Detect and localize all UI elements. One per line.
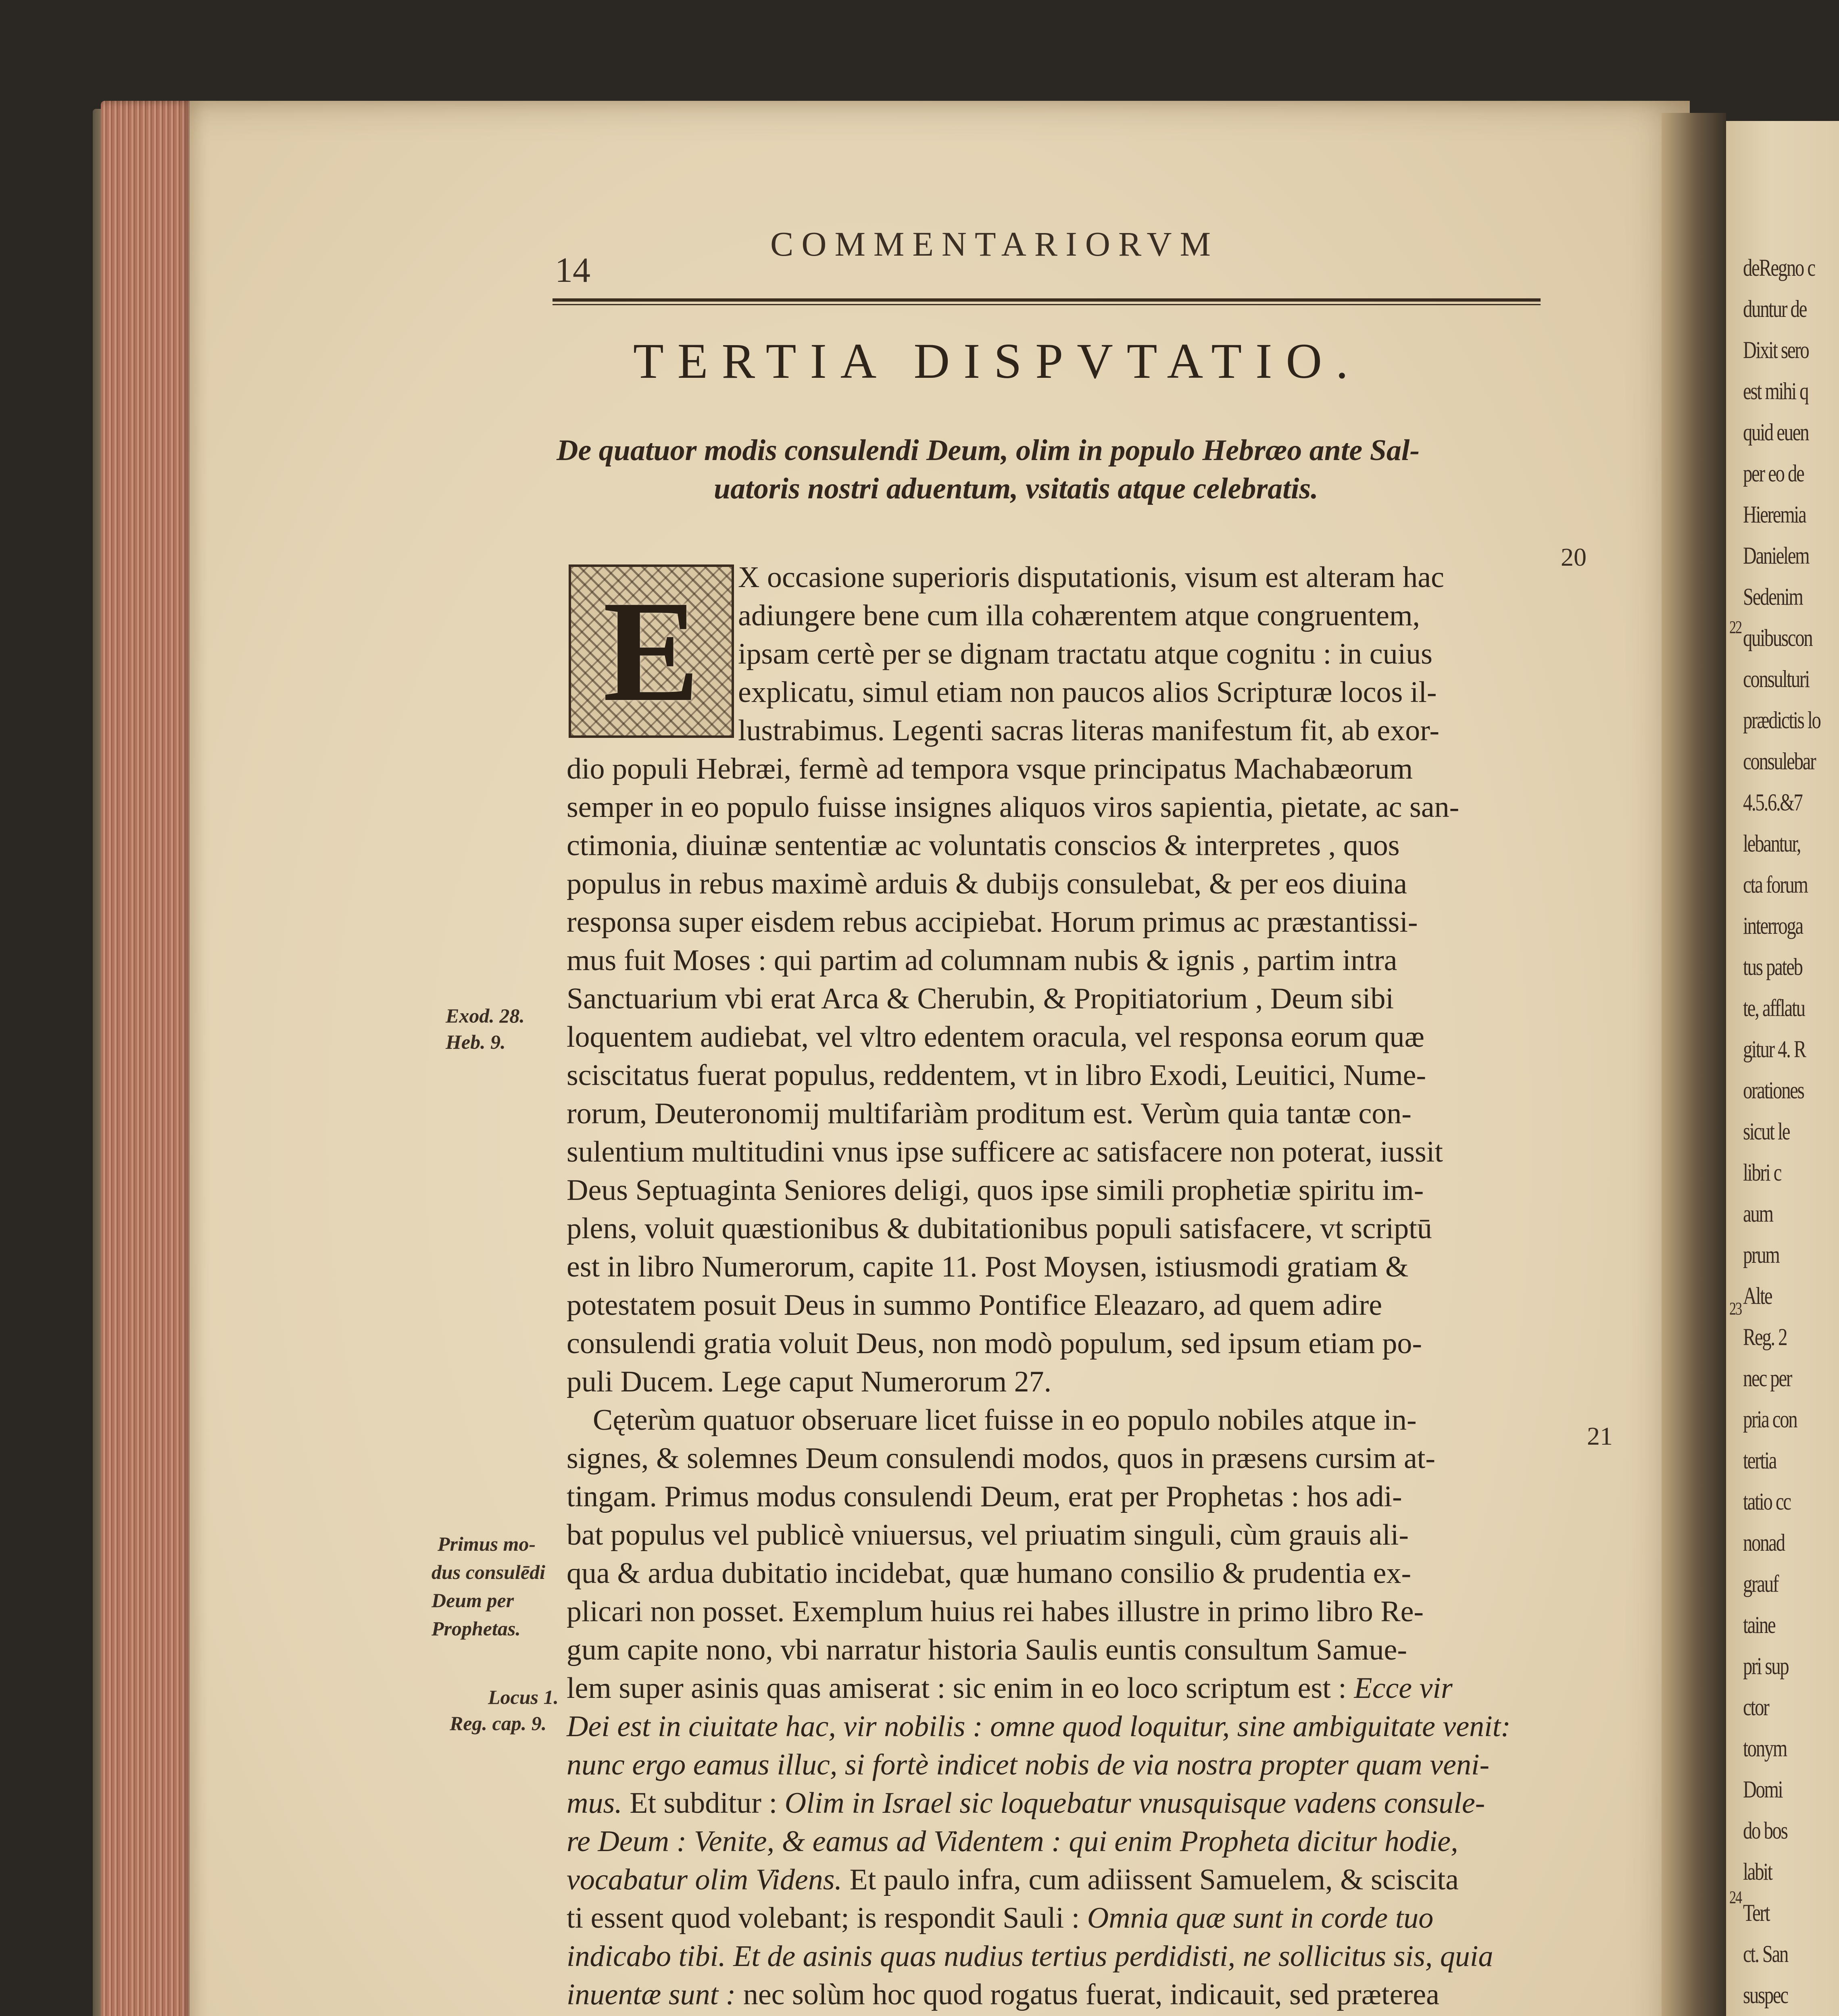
right-page-text-fragment: cta forum: [1743, 871, 1808, 898]
right-page-text-fragment: suspec: [1743, 1982, 1788, 2008]
body-line: [567, 1788, 1485, 1818]
book-gutter: [1662, 113, 1726, 2016]
body-line: sciscitatus fuerat populus, reddentem, vt in libro Exodi, Leuitici, Nume-: [567, 1059, 1426, 1092]
body-line: est in libro Numerorum, capite 11. Post Moysen, istiusmodi gratiam &: [567, 1250, 1409, 1283]
body-italic: Olim in Israel sic loquebatur vnusquisque vadens consule-: [784, 1787, 1485, 1820]
right-page-text-fragment: libri c: [1743, 1159, 1781, 1186]
body-line: sulentium multitudini vnus ipse sufficere ac satisfacere non poterat, iussit: [567, 1135, 1443, 1168]
right-page-text-fragment: prum: [1743, 1241, 1779, 1268]
body-line: Cęterùm quatuor obseruare licet fuisse in eo populo nobiles atque in-: [593, 1404, 1417, 1437]
body-line: qua & ardua dubitatio incidebat, quæ humano consilio & prudentia ex-: [567, 1557, 1412, 1590]
body-line: loquentem audiebat, vel vltro edentem oracula, vel responsa eorum quæ: [567, 1020, 1424, 1054]
right-page-text-fragment: tus pateb: [1743, 954, 1802, 980]
right-page-text-fragment: lebantur,: [1743, 830, 1801, 857]
body-italic: Ecce vir: [1354, 1672, 1453, 1705]
right-page-text-fragment: ctor: [1743, 1694, 1769, 1720]
margin-note: Exod. 28.: [446, 1004, 525, 1027]
right-page-text-fragment: Tert: [1743, 1899, 1770, 1926]
right-page-text-fragment: nonad: [1743, 1529, 1785, 1556]
margin-note: Prophetas.: [432, 1617, 521, 1640]
body-line: [567, 1673, 1453, 1703]
margin-note: Locus 1.: [488, 1686, 559, 1708]
right-page-text-fragment: prædictis lo: [1743, 707, 1820, 733]
right-page-text-fragment: consulturi: [1743, 666, 1809, 692]
right-page-text-fragment: labit: [1743, 1858, 1772, 1885]
margin-number: 20: [1561, 543, 1587, 571]
body-line: Deus Septuaginta Seniores deligi, quos ipse simili prophetiæ spiritu im-: [567, 1174, 1424, 1207]
right-page-text-fragment: orationes: [1743, 1077, 1804, 1104]
body-line: semper in eo populo fuisse insignes aliquos viros sapientia, pietate, ac san-: [567, 791, 1460, 824]
right-page-text-fragment: Sedenim: [1743, 583, 1803, 610]
body-line: Sanctuarium vbi erat Arca & Cherubin, & Propitiatorium , Deum sibi: [567, 982, 1394, 1015]
right-page-text-fragment: gitur 4. R: [1743, 1036, 1806, 1062]
right-page-text-fragment: te, afflatu: [1743, 995, 1805, 1021]
right-page-text-fragment: Dixit sero: [1743, 337, 1809, 363]
body-line: mus fuit Moses : qui partim ad columnam nubis & ignis , partim intra: [567, 944, 1397, 977]
body-line: explicatu, simul etiam non paucos alios Scripturæ locos il-: [738, 676, 1437, 709]
body-line: responsa super eisdem rebus accipiebat. Horum primus ac præstantissi-: [567, 906, 1418, 939]
margin-note: Heb. 9.: [446, 1031, 506, 1053]
body-line: plens, voluit quæstionibus & dubitationibus populi satisfacere, vt scriptū: [567, 1212, 1432, 1245]
right-page-text-fragment: 4.5.6.&7: [1743, 789, 1802, 816]
body-line: signes, & solemnes Deum consulendi modos, quos in præsens cursim at-: [567, 1442, 1436, 1475]
body-line: [567, 1980, 1439, 2010]
body-line: X occasione superioris disputationis, visum est alteram hac: [738, 561, 1444, 594]
right-page-text-fragment: do bos: [1743, 1817, 1787, 1844]
right-page-text-fragment: Hieremia: [1743, 501, 1806, 528]
header-rule: [553, 298, 1541, 305]
right-page-text-fragment: duntur de: [1743, 296, 1806, 322]
body-italic: inuentæ sunt :: [567, 1978, 743, 2011]
body-line: adiungere bene cum illa cohærentem atque congruentem,: [738, 599, 1420, 632]
body-line: re Deum : Venite, & eamus ad Videntem : qui enim Propheta dicitur hodie,: [567, 1825, 1458, 1858]
right-page-text-fragment: Danielem: [1743, 542, 1809, 569]
margin-note: Reg. cap. 9.: [450, 1712, 547, 1735]
body-italic: mus.: [567, 1787, 630, 1820]
body-text: Et paulo infra, cum adiissent Samuelem, & sciscita: [849, 1863, 1459, 1896]
right-page-text-fragment: quid euen: [1743, 419, 1809, 446]
right-page-text-fragment: quibuscon: [1743, 625, 1812, 651]
body-line: Dei est in ciuitate hac, vir nobilis : omne quod loquitur, sine ambiguitate venit:: [567, 1710, 1511, 1743]
initial-letter: E: [603, 571, 700, 731]
body-line: ipsam certè per se dignam tractatu atque cognitu : in cuius: [738, 637, 1432, 671]
body-text: ti essent quod volebant; is respondit Sauli :: [567, 1901, 1087, 1935]
right-page-text-fragment: sicut le: [1743, 1118, 1790, 1145]
decorated-initial: [569, 564, 734, 738]
subtitle-line: De quatuor modis consulendi Deum, olim in populo Hebræo ante Sal-: [557, 434, 1420, 467]
right-page-text-fragment: est mihi q: [1743, 378, 1808, 404]
page-number: 14: [555, 251, 590, 290]
right-page-fragment: [1726, 121, 1839, 2016]
right-page-text-fragment: taine: [1743, 1612, 1775, 1638]
body-line: rorum, Deuteronomij multifariàm proditum est. Verùm quia tantæ con-: [567, 1097, 1412, 1130]
book-fore-edge: [101, 101, 194, 2016]
right-page-text-fragment: nec per: [1743, 1365, 1792, 1391]
body-line: consulendi gratia voluit Deus, non modò populum, sed ipsum etiam po-: [567, 1327, 1422, 1360]
body-italic: vocabatur olim Videns.: [567, 1863, 850, 1896]
right-page-text-fragment: Reg. 2: [1743, 1324, 1787, 1350]
body-text: Et subditur :: [630, 1787, 785, 1820]
body-line: [567, 1865, 1459, 1895]
right-page-text-fragment: grauf: [1743, 1570, 1779, 1597]
body-line: ctimonia, diuinæ sententiæ ac voluntatis conscios & interpretes , quos: [567, 829, 1400, 862]
right-page-text-fragment: ct. San: [1743, 1941, 1788, 1967]
body-line: populus in rebus maximè arduis & dubijs consulebat, & per eos diuina: [567, 867, 1407, 900]
right-page-text-fragment: tonym: [1743, 1735, 1787, 1762]
body-line: nunc ergo eamus illuc, si fortè indicet nobis de via nostra propter quam veni-: [567, 1748, 1490, 1781]
subtitle-line: uatoris nostri aduentum, vsitatis atque celebratis.: [714, 472, 1318, 505]
body-line: bat populus vel publicè vniuersus, vel priuatim singuli, cùm grauis ali-: [567, 1518, 1409, 1552]
margin-number: 21: [1587, 1422, 1613, 1450]
body-line: [567, 1903, 1433, 1933]
body-italic: Omnia quæ sunt in corde tuo: [1087, 1901, 1434, 1935]
body-line: potestatem posuit Deus in summo Pontifice Eleazaro, ad quem adire: [567, 1289, 1382, 1322]
right-page-text-fragment: pria con: [1743, 1406, 1797, 1433]
right-page-margin-number: 22: [1729, 617, 1741, 637]
running-head: COMMENTARIORVM: [770, 225, 1219, 263]
margin-note: dus consulēdi: [432, 1561, 546, 1583]
right-page-text-fragment: per eo de: [1743, 460, 1804, 487]
disputation-title: TERTIA DISPVTATIO.: [633, 333, 1362, 389]
margin-note: Deum per: [432, 1589, 514, 1612]
right-page-text-fragment: interroga: [1743, 912, 1803, 939]
right-page-text-fragment: Domi: [1743, 1776, 1783, 1803]
body-line: puli Ducem. Lege caput Numerorum 27.: [567, 1365, 1052, 1398]
body-line: plicari non posset. Exemplum huius rei habes illustre in primo libro Re-: [567, 1595, 1424, 1628]
body-line: gum capite nono, vbi narratur historia Saulis euntis consultum Samue-: [567, 1633, 1407, 1666]
body-line: dio populi Hebræi, fermè ad tempora vsque principatus Machabæorum: [567, 752, 1413, 785]
right-page-text-fragment: tertia: [1743, 1447, 1776, 1474]
right-page-text-fragment: aum: [1743, 1200, 1773, 1227]
right-page-text-fragment: pri sup: [1743, 1653, 1789, 1679]
body-text: lem super asinis quas amiserat : sic enim in eo loco scriptum est :: [567, 1672, 1354, 1705]
body-text: nec solùm hoc quod rogatus fuerat, indicauit, sed præterea: [743, 1978, 1439, 2011]
margin-note: Primus mo-: [438, 1533, 536, 1555]
body-line: indicabo tibi. Et de asinis quas nudius tertius perdidisti, ne sollicitus sis, quia: [567, 1940, 1493, 1973]
right-page-text-fragment: Alte: [1743, 1283, 1772, 1309]
body-line: lustrabimus. Legenti sacras literas manifestum fit, ab exor-: [738, 714, 1440, 747]
right-page-text-fragment: deRegno c: [1743, 254, 1815, 281]
right-page-text-fragment: tatio cc: [1743, 1488, 1791, 1515]
body-line: tingam. Primus modus consulendi Deum, erat per Prophetas : hos adi-: [567, 1480, 1402, 1513]
right-page-margin-number: 23: [1729, 1299, 1741, 1318]
right-page-text-fragment: consulebar: [1743, 748, 1816, 775]
right-page-margin-number: 24: [1729, 1887, 1741, 1907]
